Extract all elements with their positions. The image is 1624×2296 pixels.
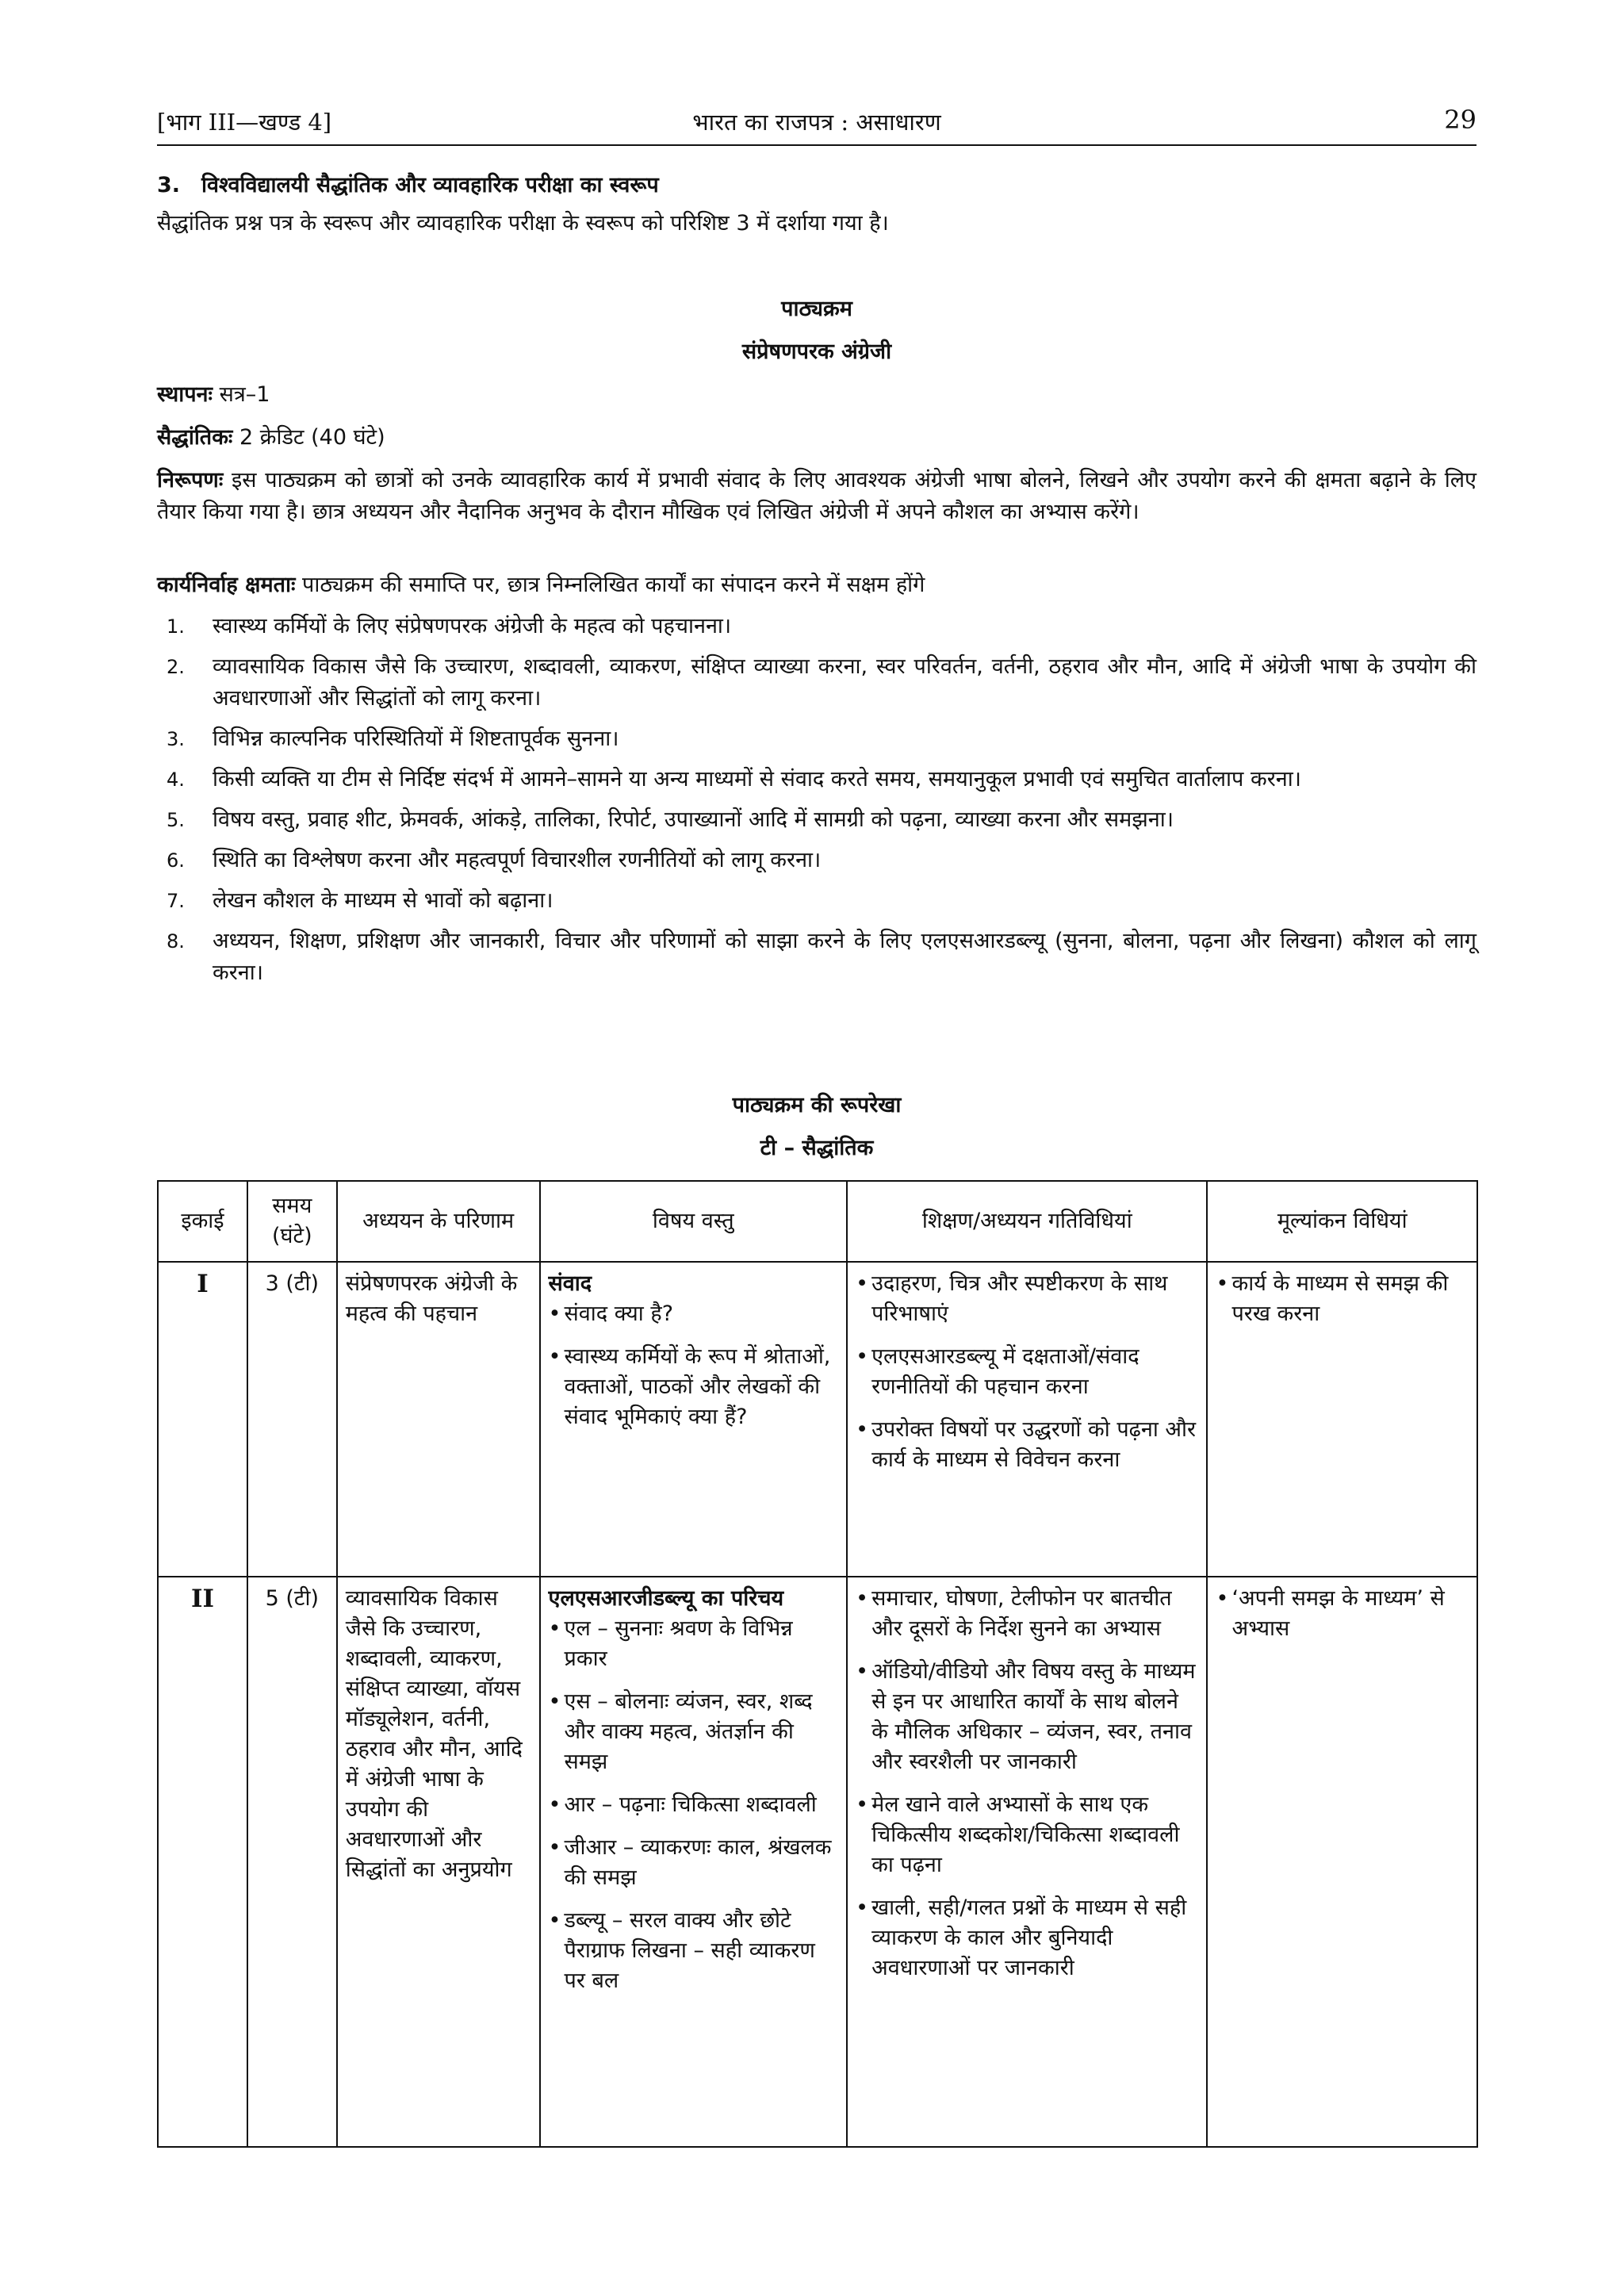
column-header: समय (घंटे): [247, 1181, 337, 1262]
competency-value: पाठ्यक्रम की समाप्ति पर, छात्र निम्नलिखित कार्यों का संपादन करने में सक्षम होंगे: [302, 573, 925, 597]
list-item: • एस – बोलनाः व्यंजन, स्वर, शब्द और वाक्य महत्व, अंतर्ज्ञान की समझ: [549, 1687, 839, 1777]
list-text: स्थिति का विश्लेषण करना और महत्वपूर्ण विचारशील रणनीतियों को लागू करना।: [213, 848, 822, 872]
content-heading: एलएसआरजीडब्ल्यू का परिचय: [548, 1586, 784, 1611]
header-divider: [157, 144, 1477, 146]
list-item: [157, 764, 1477, 795]
list-text: विभिन्न काल्पनिक परिस्थितियों में शिष्टतापूर्वक सुनना।: [213, 726, 619, 751]
content-cell: [540, 1262, 848, 1577]
list-item: • कार्य के माध्यम से समझ की परख करना: [1216, 1269, 1469, 1329]
competency-line: [157, 569, 1477, 601]
course-heading: पाठ्यक्रम: [781, 297, 852, 321]
list-item: [157, 845, 1477, 876]
list-text: किसी व्यक्ति या टीम से निर्दिष्ट संदर्भ में आमने–सामने या अन्य माध्यमों से संवाद करते समय, समयानुकूल प्रभावी एवं समुचित वार्तालाप करना।: [213, 767, 1301, 792]
activities-list: [856, 1269, 1198, 1475]
header-part-label: [भाग III—खण्ड 4]: [157, 109, 332, 136]
list-item: • जीआर – व्याकरणः काल, श्रंखलक की समझ: [549, 1833, 839, 1893]
list-item: • उपरोक्त विषयों पर उद्धरणों को पढ़ना और कार्य के माध्यम से विवेचन करना: [856, 1415, 1198, 1475]
column-header: इकाई: [158, 1181, 247, 1262]
section-3-text: सैद्धांतिक प्रश्न पत्र के स्वरूप और व्यावहारिक परीक्षा के स्वरूप को परिशिष्ट 3 में दर्शाया गया है।: [157, 211, 889, 236]
evaluation-list: [1216, 1584, 1469, 1644]
evaluation-cell: [1207, 1577, 1477, 2147]
theory-line: [157, 422, 1477, 454]
list-item: • ऑडियो/वीडियो और विषय वस्तु के माध्यम से इन पर आधारित कार्यों के साथ बोलने के मौलिक अधिकार – व्यंजन, स्वर, तनाव और स्वरशैली पर जानकारी: [856, 1657, 1198, 1777]
section-title: विश्वविद्यालयी सैद्धांतिक और व्यावहारिक परीक्षा का स्वरूप: [201, 173, 659, 197]
list-item: [157, 611, 1477, 642]
activities-cell: [847, 1262, 1207, 1577]
outline-subheading: टी – सैद्धांतिक: [760, 1136, 874, 1160]
content-list: [549, 1299, 839, 1432]
list-number: 1.: [167, 615, 185, 638]
list-item: • एलएसआरडब्ल्यू में दक्षताओं/संवाद रणनीतियों की पहचान करना: [856, 1342, 1198, 1402]
placement-label: स्थापनः: [157, 382, 213, 407]
list-number: 7.: [167, 890, 185, 912]
course-outline-table: [157, 1180, 1478, 2148]
content-cell: [540, 1577, 848, 2147]
list-item: • ‘अपनी समझ के माध्यम’ से अभ्यास: [1216, 1584, 1469, 1644]
placement-line: [157, 379, 1477, 411]
section-3-heading: [157, 170, 1477, 201]
list-item: • समाचार, घोषणा, टेलीफोन पर बातचीत और दूसरों के निर्देश सुनने का अभ्यास: [856, 1584, 1198, 1644]
time-cell: 5 (टी): [247, 1577, 337, 2147]
list-text: अध्ययन, शिक्षण, प्रशिक्षण और जानकारी, विचार और परिणामों को साझा करने के लिए एलएसआरडब्ल्यू (सुनना, बोलना, पढ़ना और लिखना) कौशल को लागू करना।: [213, 929, 1477, 985]
activities-cell: [847, 1577, 1207, 2147]
list-item: [157, 723, 1477, 755]
list-number: 6.: [167, 849, 185, 872]
list-text: स्वास्थ्य कर्मियों के लिए संप्रेषणपरक अंग्रेजी के महत्व को पहचानना।: [213, 614, 732, 638]
placement-value: सत्र–1: [219, 382, 270, 407]
section-number: 3.: [157, 173, 181, 197]
outcome-cell: संप्रेषणपरक अंग्रेजी के महत्व की पहचान: [337, 1262, 540, 1577]
page-header: [157, 98, 1477, 146]
evaluation-cell: [1207, 1262, 1477, 1577]
list-item: [157, 651, 1477, 715]
evaluation-list: [1216, 1269, 1469, 1329]
list-text: लेखन कौशल के माध्यम से भावों को बढ़ाना।: [213, 888, 553, 913]
list-item: • स्वास्थ्य कर्मियों के रूप में श्रोताओं, वक्ताओं, पाठकों और लेखकों की संवाद भूमिकाएं क्या हैं?: [549, 1342, 839, 1432]
description-paragraph: [157, 465, 1477, 528]
list-number: 3.: [167, 728, 185, 750]
column-header: मूल्यांकन विधियां: [1207, 1181, 1477, 1262]
list-item: • खाली, सही/गलत प्रश्नों के माध्यम से सही व्याकरण के काल और बुनियादी अवधारणाओं पर जानकारी: [856, 1893, 1198, 1984]
list-text: व्यावसायिक विकास जैसे कि उच्चारण, शब्दावली, व्याकरण, संक्षिप्त व्याख्या करना, स्वर परिवर्तन, वर्तनी, ठहराव और मौन, आदि में अंग्रेजी भाषा के उपयोग की अवधारणाओं और सिद्धांतों को लागू करना।: [213, 654, 1477, 711]
list-item: [157, 926, 1477, 989]
theory-value: 2 क्रेडिट (40 घंटे): [239, 425, 385, 450]
description-value: इस पाठ्यक्रम को छात्रों को उनके व्यावहारिक कार्य में प्रभावी संवाद के लिए आवश्यक अंग्रेजी भाषा बोलने, लिखने और उपयोग करने की क्षमता बढ़ाने के लिए तैयार किया गया है। छात्र अध्ययन और नैदानिक अनुभव के दौरान मौखिक एवं लिखित अंग्रेजी में अपने कौशल का अभ्यास करेंगे।: [157, 468, 1477, 524]
outline-heading: पाठ्यक्रम की रूपरेखा: [732, 1093, 902, 1117]
table-header-row: [158, 1181, 1477, 1262]
content-heading: संवाद: [548, 1271, 592, 1296]
activities-list: [856, 1584, 1198, 1984]
theory-label: सैद्धांतिकः: [157, 425, 233, 450]
list-number: 4.: [167, 769, 185, 791]
list-text: विषय वस्तु, प्रवाह शीट, फ्रेमवर्क, आंकड़े, तालिका, रिपोर्ट, उपाख्यानों आदि में सामग्री को पढ़ना, व्याख्या करना और समझना।: [213, 807, 1174, 832]
page-number: 29: [1444, 105, 1477, 135]
unit-cell: I: [158, 1262, 247, 1577]
list-item: • एल – सुननाः श्रवण के विभिन्न प्रकार: [549, 1614, 839, 1674]
list-item: [157, 885, 1477, 917]
list-item: • आर – पढ़नाः चिकित्सा शब्दावली: [549, 1790, 839, 1820]
content-list: [549, 1614, 839, 1996]
column-header: शिक्षण/अध्ययन गतिविधियां: [847, 1181, 1207, 1262]
list-item: [157, 804, 1477, 836]
table-row: [158, 1577, 1477, 2147]
list-number: 8.: [167, 930, 185, 953]
course-subheading: संप्रेषणपरक अंग्रेजी: [741, 339, 892, 364]
list-item: • संवाद क्या है?: [549, 1299, 839, 1329]
list-number: 2.: [167, 656, 185, 678]
unit-cell: II: [158, 1577, 247, 2147]
competency-list: [157, 611, 1477, 998]
outcome-cell: व्यावसायिक विकास जैसे कि उच्चारण, शब्दावली, व्याकरण, संक्षिप्त व्याख्या, वॉयस मॉड्यूलेशन, वर्तनी, ठहराव और मौन, आदि में अंग्रेजी भाषा के उपयोग की अवधारणाओं और सिद्धांतों का अनुप्रयोग: [337, 1577, 540, 2147]
list-item: • मेल खाने वाले अभ्यासों के साथ एक चिकित्सीय शब्दकोश/चिकित्सा शब्दावली का पढ़ना: [856, 1790, 1198, 1880]
column-header: अध्ययन के परिणाम: [337, 1181, 540, 1262]
header-publication-title: भारत का राजपत्र : असाधारण: [692, 109, 941, 136]
description-label: निरूपणः: [157, 468, 224, 493]
list-item: • उदाहरण, चित्र और स्पष्टीकरण के साथ परिभाषाएं: [856, 1269, 1198, 1329]
list-number: 5.: [167, 809, 185, 831]
table-row: [158, 1262, 1477, 1577]
competency-label: कार्यनिर्वाह क्षमताः: [157, 573, 296, 597]
list-item: • डब्ल्यू – सरल वाक्य और छोटे पैराग्राफ लिखना – सही व्याकरण पर बल: [549, 1906, 839, 1996]
time-cell: 3 (टी): [247, 1262, 337, 1577]
column-header: विषय वस्तु: [540, 1181, 848, 1262]
